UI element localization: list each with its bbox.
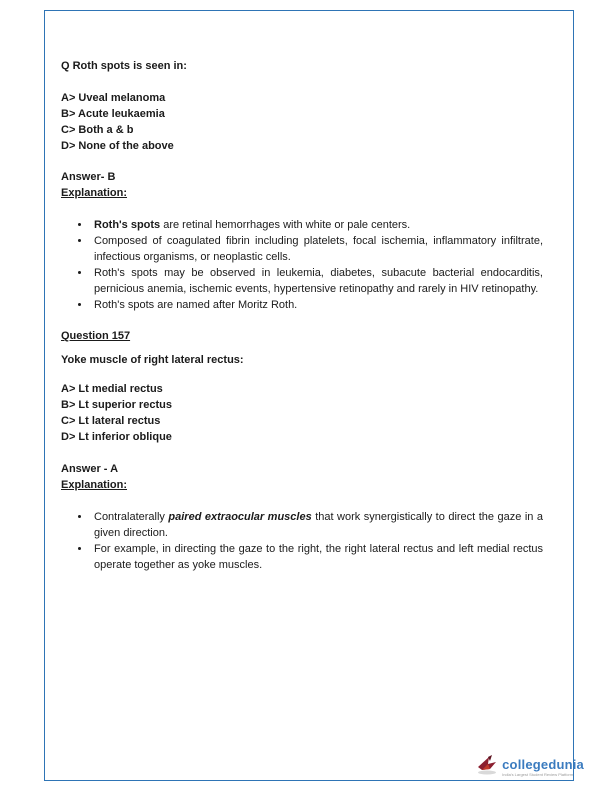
option-a: A> Uveal melanoma: [61, 92, 166, 104]
options-list: [61, 381, 543, 445]
question-heading: Question 157: [61, 330, 131, 342]
brand-name: collegedunia: [502, 757, 584, 772]
option-d: D> Lt inferior oblique: [61, 431, 172, 443]
bullet-text: For example, in directing the gaze to the right, the right lateral rectus and left medial rectus operate together as yoke muscles.: [94, 543, 543, 571]
explanation-bullet: [91, 509, 543, 541]
answer-line: Answer- B: [61, 171, 116, 183]
bullet-text: Contralaterally: [94, 511, 169, 523]
options-list: [61, 90, 543, 154]
page-border-frame: [44, 10, 574, 781]
answer-line: Answer - A: [61, 463, 119, 475]
option-b: B> Lt superior rectus: [61, 399, 172, 411]
bullet-bold-text: Roth's spots: [94, 219, 161, 231]
bullet-text: Roth's spots may be observed in leukemia, diabetes, subacute bacterial endocarditis, pernicious anemia, ischemic events, hypertensive retinopathy and rarely in HIV retinopathy.: [94, 267, 543, 295]
option-c: C> Both a & b: [61, 124, 134, 136]
explanation-bullet: [91, 217, 543, 233]
bullet-text: Composed of coagulated fibrin including platelets, focal ischemia, inflammatory infiltrate, infectious organisms, or neoplastic cells.: [94, 235, 543, 263]
option-a: A> Lt medial rectus: [61, 383, 163, 395]
explanation-label: Explanation:: [61, 479, 128, 491]
brand-tagline: India's Largest Student Review Platform: [502, 772, 574, 777]
option-b: B> Acute leukaemia: [61, 108, 165, 120]
bullet-text: Roth's spots are named after Moritz Roth.: [94, 299, 298, 311]
option-c: C> Lt lateral rectus: [61, 415, 161, 427]
explanation-label: Explanation:: [61, 187, 128, 199]
question-prompt: Yoke muscle of right lateral rectus:: [61, 354, 244, 366]
explanation-bullet: [91, 541, 543, 573]
explanation-bullet: [91, 233, 543, 265]
question-157-block: [61, 328, 543, 573]
collegedunia-logo: [476, 755, 584, 780]
question-156-block: [61, 58, 543, 313]
bullet-text: that work synergistically to direct the gaze in a given direction.: [94, 511, 543, 539]
explanation-bullet: [91, 265, 543, 297]
explanation-bullet: [91, 297, 543, 313]
collegedunia-logo-icon: [476, 755, 498, 780]
bullet-emphasis-text: paired extraocular muscles: [168, 511, 312, 523]
explanation-bullets: [61, 509, 543, 573]
explanation-bullets: [61, 217, 543, 313]
question-prompt: Q Roth spots is seen in:: [61, 60, 187, 72]
bullet-text: are retinal hemorrhages with white or pale centers.: [160, 219, 411, 231]
option-d: D> None of the above: [61, 140, 174, 152]
